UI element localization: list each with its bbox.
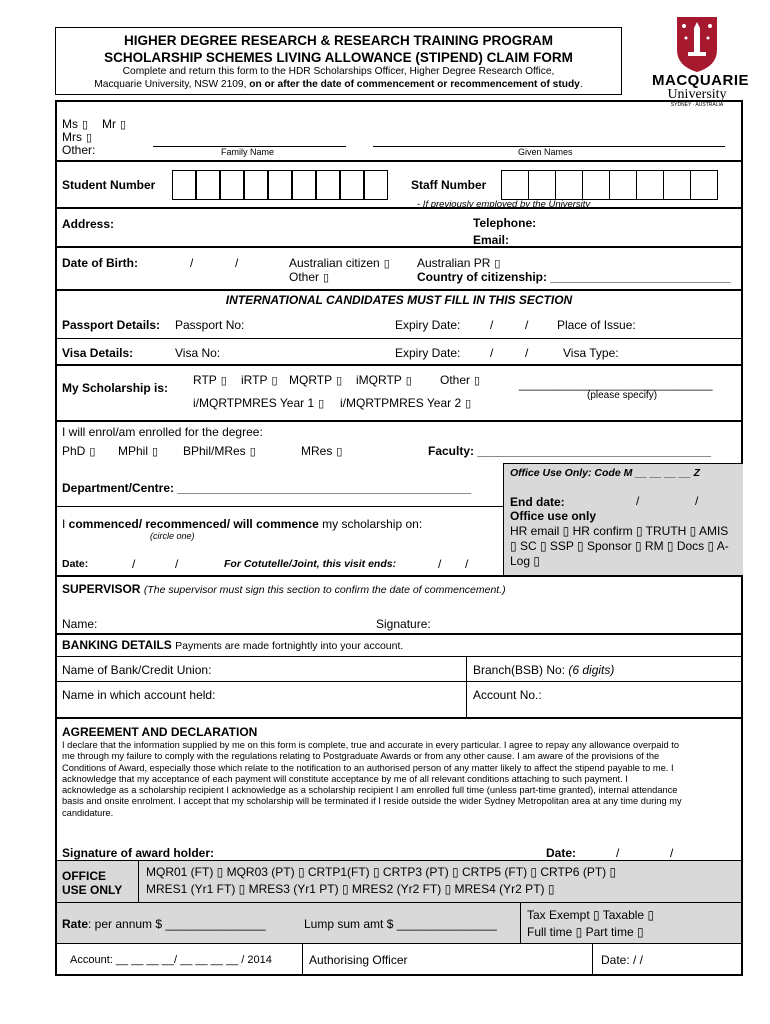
agreement-line: Conditions of Award, especially those which relate to the notification to an authorised person of any matter likely to affect the stipend payable to me. I xyxy=(62,762,674,773)
visa-no-label: Visa No: xyxy=(175,346,221,360)
mphil-checkbox[interactable]: MPhil ▯ xyxy=(118,444,158,458)
form-title-line1: HIGHER DEGREE RESEARCH & RESEARCH TRAINING PROGRAM xyxy=(123,33,554,48)
please-specify-note: (please specify) xyxy=(587,390,658,401)
expiry-slash: / xyxy=(525,318,529,332)
divider-vertical xyxy=(302,943,303,976)
logo-name: MACQUARIE xyxy=(652,72,749,89)
enrol-degree-label: I will enrol/am enrolled for the degree: xyxy=(62,425,263,439)
banking-heading xyxy=(62,638,403,652)
given-names-label: Given Names xyxy=(518,147,573,157)
dob-label: Date of Birth: xyxy=(62,256,138,270)
divider-vertical xyxy=(520,902,521,943)
staff-number-note: - If previously employed by the University xyxy=(417,199,591,210)
expiry-slash: / xyxy=(490,346,494,360)
crest-icon xyxy=(652,14,742,74)
branch-digits-note: (6 digits) xyxy=(568,663,615,677)
office-use-label: OFFICE xyxy=(62,869,106,883)
office-code-field[interactable]: Office Use Only: Code M __ __ __ __ Z xyxy=(510,467,701,479)
supervisor-heading xyxy=(62,582,506,596)
divider xyxy=(55,633,743,635)
office-checklist-line1[interactable]: HR email ▯ HR confirm ▯ TRUTH ▯ AMIS xyxy=(510,524,729,538)
divider xyxy=(55,575,743,577)
supervisor-note: (The supervisor must sign this section to confirm the date of commencement.) xyxy=(143,584,506,596)
agreement-heading: AGREEMENT AND DECLARATION xyxy=(62,725,258,739)
date-slash: / xyxy=(636,494,640,508)
agreement-text xyxy=(62,740,738,819)
title-mr-checkbox[interactable]: Mr ▯ xyxy=(102,117,126,131)
account-number-label: Account No.: xyxy=(473,688,542,702)
passport-expiry-label: Expiry Date: xyxy=(395,318,461,332)
faculty-field[interactable]: Faculty: ___________________________________ xyxy=(428,444,711,458)
phd-checkbox[interactable]: PhD ▯ xyxy=(62,444,95,458)
date-slash: / xyxy=(616,846,620,860)
agreement-line: acknowledge that my acceptance of each payment will constitute acceptance by me of all relevant conditions attaching to such payment. I xyxy=(62,773,628,784)
supervisor-title: SUPERVISOR xyxy=(62,582,141,596)
mres-year1-checkbox[interactable]: i/MQRTPMRES Year 1 ▯ xyxy=(193,396,324,410)
irtp-checkbox[interactable]: iRTP ▯ xyxy=(241,373,278,387)
divider xyxy=(55,364,743,366)
commenced-options[interactable]: commenced/ recommenced/ will commence xyxy=(68,517,319,531)
office-date-field[interactable]: Date: / / xyxy=(601,953,644,967)
supervisor-signature-label: Signature: xyxy=(376,617,431,631)
scholarship-label: My Scholarship is: xyxy=(62,381,169,395)
commencement-date-label: Date: xyxy=(62,558,89,570)
title-ms-checkbox[interactable]: Ms ▯ xyxy=(62,117,88,131)
authorising-officer-label: Authorising Officer xyxy=(309,953,408,967)
university-logo xyxy=(652,14,749,108)
award-code-row1[interactable]: MQR01 (FT) ▯ MQR03 (PT) ▯ CRTP1(FT) ▯ CRTP3 (PT) ▯ CRTP5 (FT) ▯ CRTP6 (PT) ▯ xyxy=(146,865,617,879)
dob-slash: / xyxy=(235,256,239,270)
divider xyxy=(55,420,743,422)
agreement-line: me through my failure to comply with the regulations relating to Postgraduate Awards or from any other cause. I am aware of the provisions of the xyxy=(62,751,660,762)
date-slash: / xyxy=(695,494,699,508)
agreement-line: basis and onsite enrolment. I accept that my scholarship will be terminated if I reside outside the wider Sydney Metropolitan area at any time during my xyxy=(62,796,682,807)
mqrtp-checkbox[interactable]: MQRTP ▯ xyxy=(289,373,342,387)
expiry-slash: / xyxy=(490,318,494,332)
divider xyxy=(55,160,743,162)
other-specify-field[interactable]: _____________________________ xyxy=(519,377,713,391)
award-code-row2[interactable]: MRES1 (Yr1 FT) ▯ MRES3 (Yr1 PT) ▯ MRES2 (Yr2 FT) ▯ MRES4 (Yr2 PT) ▯ xyxy=(146,882,555,896)
divider xyxy=(55,246,743,248)
title-other-label: Other: xyxy=(62,143,96,157)
rate-field[interactable] xyxy=(62,917,266,931)
load-checkboxes[interactable]: Full time ▯ Part time ▯ xyxy=(527,925,644,939)
banking-note: Payments are made fortnightly into your account. xyxy=(175,640,404,652)
date-slash: / xyxy=(670,846,674,860)
subtitle-end: . xyxy=(579,79,583,90)
commencement-statement xyxy=(62,517,422,531)
banking-title: BANKING DETAILS xyxy=(62,638,172,652)
form-subtitle-1: Complete and return this form to the HDR Scholarships Officer, Higher Degree Research Office, xyxy=(122,66,555,77)
staff-number-field[interactable] xyxy=(501,170,721,200)
branch-text: Branch(BSB) No: xyxy=(473,663,569,677)
rtp-checkbox[interactable]: RTP ▯ xyxy=(193,373,227,387)
divider-vertical xyxy=(466,656,467,717)
country-of-citizenship[interactable]: Country of citizenship: ___________________________ xyxy=(417,270,731,284)
address-label: Address: xyxy=(62,217,115,231)
agreement-date-label: Date: xyxy=(546,846,577,860)
mres-year2-checkbox[interactable]: i/MQRTPMRES Year 2 ▯ xyxy=(340,396,471,410)
divider xyxy=(55,717,743,719)
staff-number-label: Staff Number xyxy=(411,178,487,192)
passport-no-label: Passport No: xyxy=(175,318,245,332)
divider xyxy=(55,506,503,507)
other-scholarship-checkbox[interactable]: Other ▯ xyxy=(440,373,480,387)
divider xyxy=(55,943,743,944)
account-holder-label: Name in which account held: xyxy=(62,688,216,702)
email-label: Email: xyxy=(473,233,510,247)
date-slash: / xyxy=(438,557,442,571)
visa-details-label: Visa Details: xyxy=(62,346,134,360)
circle-one-note: (circle one) xyxy=(150,531,195,541)
rate-label: Rate xyxy=(62,917,89,931)
office-use-label: USE ONLY xyxy=(62,883,123,897)
telephone-label: Telephone: xyxy=(473,216,537,230)
imqrtp-checkbox[interactable]: iMQRTP ▯ xyxy=(356,373,412,387)
bank-name-label: Name of Bank/Credit Union: xyxy=(62,663,212,677)
title-mrs-checkbox[interactable]: Mrs ▯ xyxy=(62,130,92,144)
lump-sum-field[interactable]: Lump sum amt $ _______________ xyxy=(304,917,497,931)
student-number-label: Student Number xyxy=(62,178,156,192)
department-field[interactable]: Department/Centre: ____________________________________________ xyxy=(62,481,472,495)
office-checklist-line2[interactable]: ▯ SC ▯ SSP ▯ Sponsor ▯ RM ▯ Docs ▯ A- xyxy=(510,539,729,553)
date-slash: / xyxy=(465,557,469,571)
commenced-text: my scholarship on: xyxy=(318,517,423,531)
agreement-line: candidature. xyxy=(62,807,114,818)
student-number-field[interactable] xyxy=(172,170,390,200)
place-of-issue-label: Place of Issue: xyxy=(557,318,636,332)
international-heading: INTERNATIONAL CANDIDATES MUST FILL IN THIS SECTION xyxy=(225,293,573,307)
bphil-mres-checkbox[interactable]: BPhil/MRes ▯ xyxy=(183,444,256,458)
divider xyxy=(55,207,743,209)
office-use-heading: Office use only xyxy=(510,509,597,523)
divider xyxy=(55,902,743,903)
passport-details-label: Passport Details: xyxy=(62,318,161,332)
dob-slash: / xyxy=(190,256,194,270)
account-code-field[interactable]: Account: __ __ __ __/ __ __ __ __ / 2014 xyxy=(70,954,272,966)
visa-type-label: Visa Type: xyxy=(563,346,619,360)
logo-subname: University xyxy=(667,87,727,102)
subtitle-plain: Macquarie University, NSW 2109, xyxy=(94,79,250,90)
branch-bsb-label xyxy=(473,663,614,677)
mres-checkbox[interactable]: MRes ▯ xyxy=(301,444,342,458)
tax-checkboxes[interactable]: Tax Exempt ▯ Taxable ▯ xyxy=(527,908,655,922)
subtitle-bold: on or after the date of commencement or recommencement of study xyxy=(249,79,580,90)
australian-citizen-checkbox[interactable]: Australian citizen ▯ xyxy=(289,256,390,270)
divider-vertical xyxy=(592,943,593,976)
date-slash: / xyxy=(175,557,179,571)
award-holder-signature-label: Signature of award holder: xyxy=(62,846,215,860)
form-title-line2: SCHOLARSHIP SCHEMES LIVING ALLOWANCE (STIPEND) CLAIM FORM xyxy=(104,50,573,65)
divider xyxy=(55,681,743,682)
supervisor-name-label: Name: xyxy=(62,617,98,631)
form-subtitle-2 xyxy=(55,79,622,90)
expiry-slash: / xyxy=(525,346,529,360)
divider xyxy=(55,289,743,291)
office-end-date-label: End date: xyxy=(510,495,565,509)
australian-pr-checkbox[interactable]: Australian PR ▯ xyxy=(417,256,500,270)
agreement-line: acknowledge as a scholarship recipient I acknowledge as a scholarship recipient I am enrolled full time (unless part-time granted), internal attendance xyxy=(62,785,678,796)
office-checklist-line3[interactable]: Log ▯ xyxy=(510,554,540,568)
commenced-text: I xyxy=(62,517,69,531)
divider xyxy=(55,338,743,339)
divider xyxy=(55,656,743,657)
date-slash: / xyxy=(132,557,136,571)
divider-vertical xyxy=(138,860,139,902)
cotutelle-label: For Cotutelle/Joint, this visit ends: xyxy=(224,558,397,570)
visa-expiry-label: Expiry Date: xyxy=(395,346,461,360)
other-citizen-checkbox[interactable]: Other ▯ xyxy=(289,270,329,284)
agreement-line: I declare that the information supplied by me on this form is complete, true and accurate in every particular. I agree to repay any allowance overpaid to xyxy=(62,740,680,750)
logo-city: SYDNEY · AUSTRALIA xyxy=(670,102,724,108)
rate-text: : per annum $ _______________ xyxy=(88,917,266,931)
family-name-label: Family Name xyxy=(221,147,275,157)
